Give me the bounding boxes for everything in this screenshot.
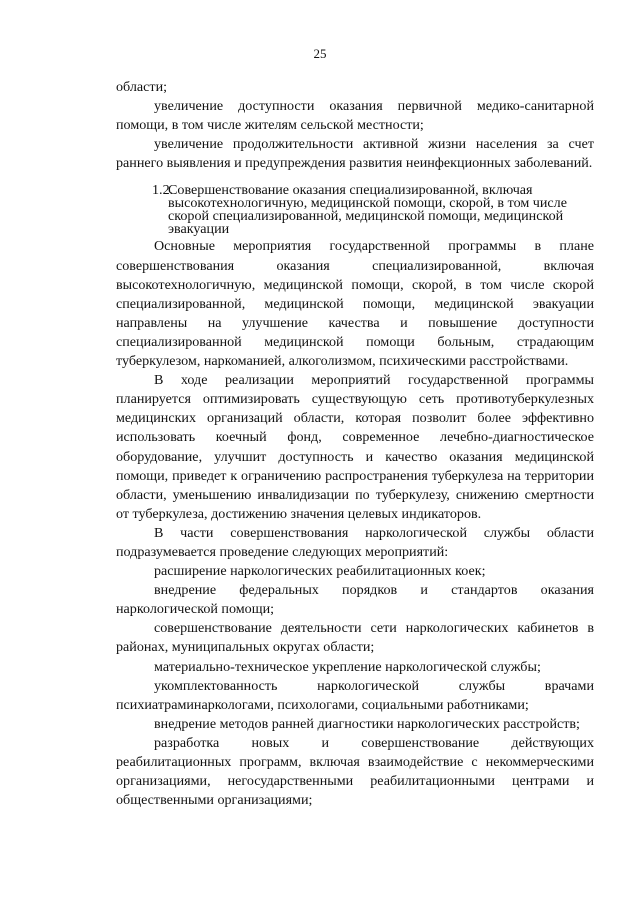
list-item-rehab-programs: разработка новых и совершенствование действующих реабилитационных программ, включая взаимодействие с некоммерческими организациями, негосударственными реабилитационными центрами и общественными организациями; [116, 734, 594, 809]
paragraph-active-life-expectancy: увеличение продолжительности активной жизни населения за счет раннего выявления и предупреждения развития неинфекционных заболеваний. [116, 136, 594, 172]
paragraph-main-measures: Основные мероприятия государственной программы в плане совершенствования оказания специализированной, включая высокотехнологичную, медицинской помощи, скорой, в том числе скорой специализированной, медицинской помощи, медицинской эвакуации направлены на улучшение качества и повышение доступности специализированной медицинской помощи больным, страдающим туберкулезом, наркоманией, алкоголизмом, психическими расстройствами. [116, 238, 594, 370]
document-body [116, 78, 594, 810]
paragraph-regions-ending: области; [116, 79, 168, 95]
section-heading [116, 184, 594, 236]
paragraph-narcology-intro: В части совершенствования наркологической службы области подразумевается проведение следующих мероприятий: [116, 524, 594, 560]
list-item-staffing: укомплектованность наркологической службы врачами психиатраминаркологами, психологами, социальными работниками; [116, 677, 594, 713]
list-item-federal-standards: внедрение федеральных порядков и стандартов оказания наркологической помощи; [116, 582, 594, 618]
list-item-early-diagnostics: внедрение методов ранней диагностики наркологических расстройств; [154, 715, 580, 732]
list-item-material-support: материально-техническое укрепление наркологической службы; [154, 658, 541, 675]
section-title: Совершенствование оказания специализированной, включая высокотехнологичную, медицинской помощи, скорой, в том числе скорой специализированной, медицинской помощи, медицинской эвакуации [168, 182, 567, 238]
paragraph-tuberculosis-network: В ходе реализации мероприятий государственной программы планируется оптимизировать существующую сеть противотуберкулезных медицинских организаций области, которая позволит более эффективно использовать коечный фонд, современное лечебно-диагностическое оборудование, улучшит доступность и качество оказания медицинской помощи, приведет к ограничению распространения туберкулеза на территории области, уменьшению инвалидизации по туберкулезу, снижению смертности от туберкулеза, достижению значения целевых индикаторов. [116, 372, 594, 522]
paragraph-primary-care-access: увеличение доступности оказания первичной медико-санитарной помощи, в том числе жителям сельской местности; [116, 98, 594, 134]
list-item-narcology-offices: совершенствование деятельности сети наркологических кабинетов в районах, муниципальных округах области; [116, 620, 594, 656]
list-item-rehab-beds: расширение наркологических реабилитационных коек; [154, 563, 486, 580]
section-number: 1.2. [152, 182, 174, 199]
page-number: 25 [313, 46, 327, 61]
